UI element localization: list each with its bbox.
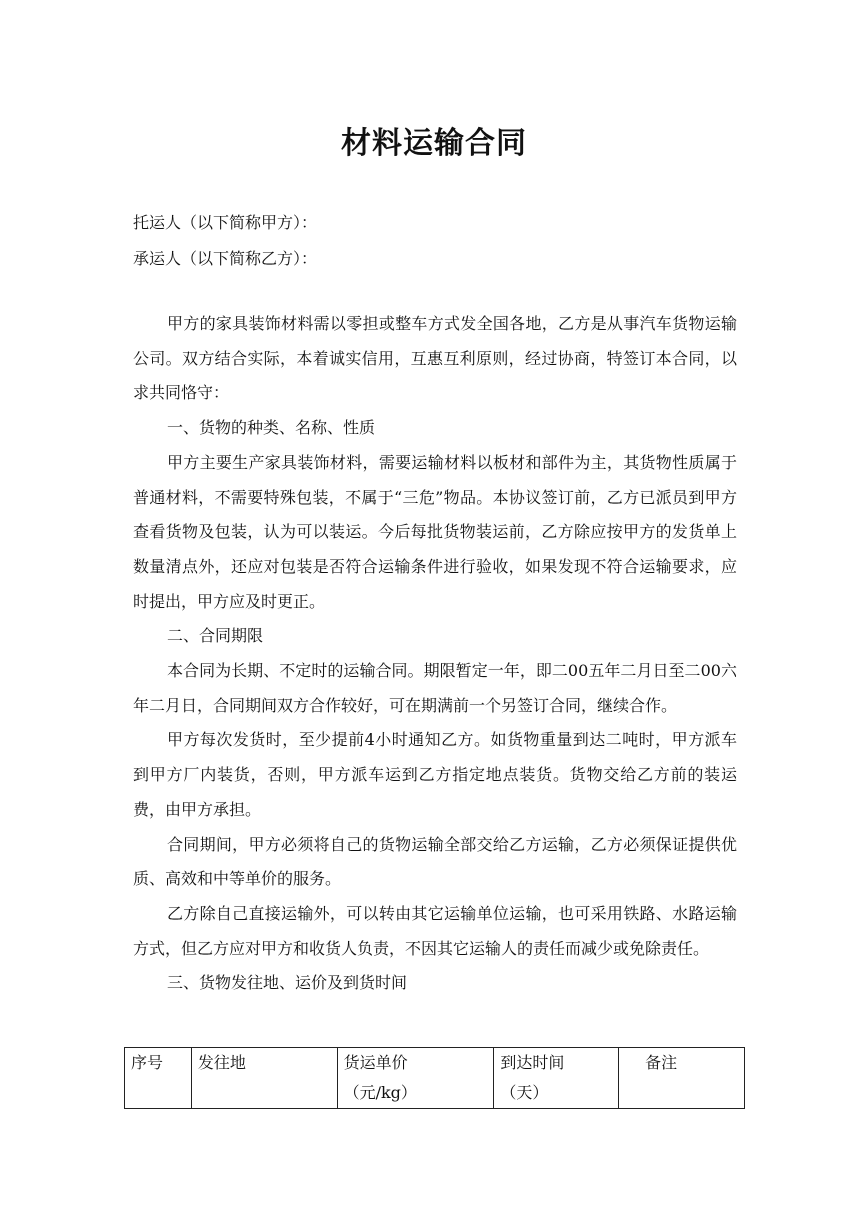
intro-paragraph: 甲方的家具装饰材料需以零担或整车方式发全国各地，乙方是从事汽车货物运输公司。双方结合实际，本着诚实信用，互惠互利原则，经过协商，特签订本合同，以求共同恪守：	[133, 314, 737, 403]
freight-rate-table	[124, 1047, 745, 1109]
header-destination	[191, 1048, 337, 1109]
header-arrival	[494, 1048, 619, 1109]
header-unit-price-unit: （元/kg）	[343, 1083, 417, 1102]
header-unit-price	[337, 1048, 494, 1109]
header-remarks	[619, 1048, 745, 1109]
table-header-row	[125, 1048, 745, 1109]
contract-body	[133, 307, 737, 1001]
section-2-paragraph-4: 乙方除自己直接运输外，可以转由其它运输单位运输，也可采用铁路、水路运输方式，但乙方应对甲方和收货人负责，不因其它运输人的责任而减少或免除责任。	[133, 903, 737, 958]
section-heading-1: 一、货物的种类、名称、性质	[167, 418, 376, 438]
section-2-paragraph-2: 甲方每次发货时，至少提前4小时通知乙方。如货物重量到达二吨时，甲方派车到甲方厂内装货，否则，甲方派车运到乙方指定地点装货。货物交给乙方前的装运费，由甲方承担。	[133, 730, 737, 819]
section-2-paragraph-1: 本合同为长期、不定时的运输合同。期限暂定一年，即二00五年二月日至二00六年二月日，合同期间双方合作较好，可在期满前一个另签订合同，继续合作。	[133, 661, 737, 715]
shipper-line: 托运人（以下简称甲方）：	[133, 213, 318, 232]
header-arrival-unit: （天）	[500, 1083, 549, 1102]
header-destination-label: 发往地	[197, 1053, 246, 1072]
header-unit-price-label: 货运单价	[343, 1053, 408, 1072]
header-remarks-label: 备注	[645, 1053, 678, 1072]
header-seq-label: 序号	[131, 1053, 164, 1072]
header-arrival-label: 到达时间	[500, 1053, 565, 1072]
section-heading-2: 二、合同期限	[167, 626, 264, 646]
header-seq	[125, 1048, 192, 1109]
section-1-paragraph: 甲方主要生产家具装饰材料，需要运输材料以板材和部件为主，其货物性质属于普通材料，不需要特殊包装，不属于“三危”物品。本协议签订前，乙方已派员到甲方查看货物及包装，认为可以装运。今后每批货物装运前，乙方除应按甲方的发货单上数量清点外，还应对包装是否符合运输条件进行验收，如果发现不符合运输要求，应时提出，甲方应及时更正。	[133, 452, 737, 611]
section-heading-3: 三、货物发往地、运价及到货时间	[167, 973, 408, 993]
document-title: 材料运输合同	[341, 126, 527, 161]
carrier-line: 承运人（以下简称乙方）：	[133, 249, 318, 268]
section-2-paragraph-3: 合同期间，甲方必须将自己的货物运输全部交给乙方运输，乙方必须保证提供优质、高效和中等单价的服务。	[133, 834, 737, 889]
